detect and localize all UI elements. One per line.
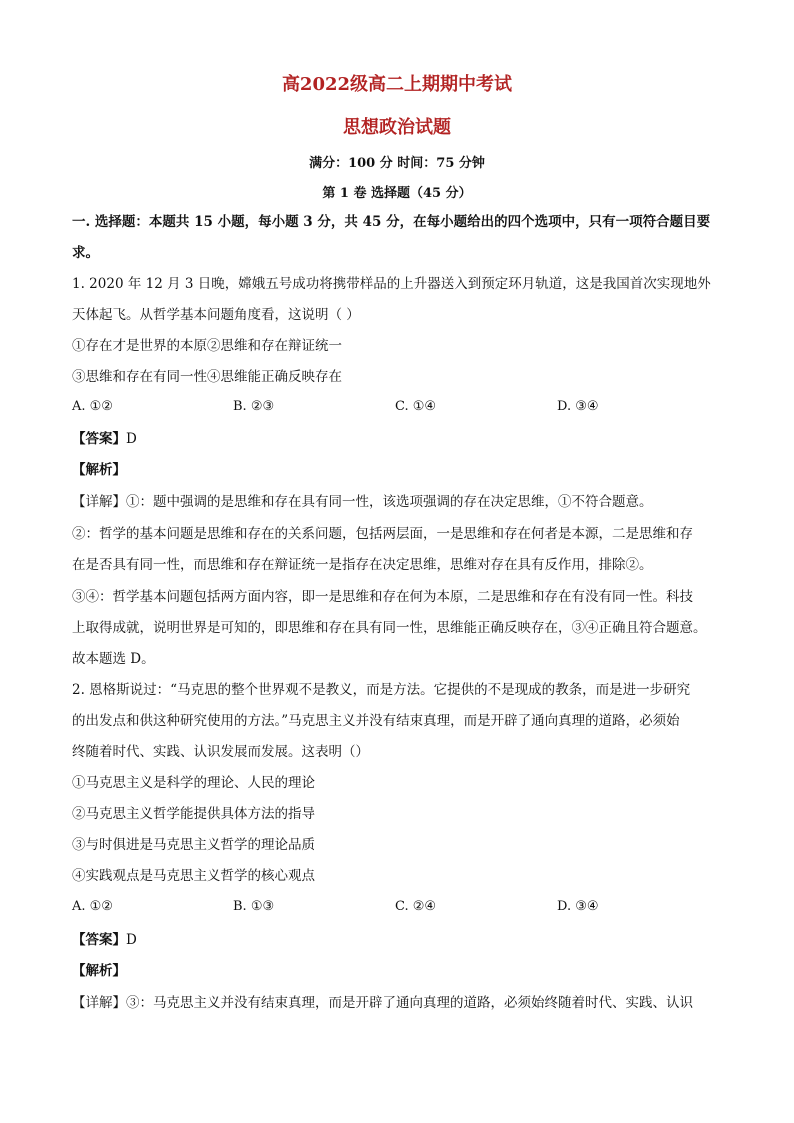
q1-option-b: B. ②③ [233,399,275,414]
q1-detail: ③④：哲学基本问题包括两方面内容，即一是思维和存在何为本原，二是思维和存在有没有同一性。科技 [72,589,693,605]
q1-analysis-label: 【解析】 [72,462,126,478]
q1-option-a: A. ①② [72,399,113,414]
exam-title: 高2022级高二上期期中考试 [281,74,513,95]
q1-option-d: D. ③④ [557,399,599,414]
intro-line: 求。 [72,245,99,261]
q2-option-b: B. ①③ [233,899,275,914]
q1-option-c: C. ①④ [395,399,437,414]
q1-detail: 上取得成就，说明世界是可知的，即思维和存在具有同一性，思维能正确反映存在，③④正确且符合题意。 [72,620,707,636]
intro-line: 一. 选择题：本题共 15 小题，每小题 3 分，共 45 分，在每小题给出的四个选项中，只有一项符合题目要 [72,214,711,230]
q1-stem: 天体起飞。从哲学基本问题角度看，这说明（ ） [72,307,360,323]
q2-item: ③与时俱进是马克思主义哲学的理论品质 [72,837,315,853]
answer-label: 【答案】 [72,431,126,447]
q2-option-a: A. ①② [72,899,113,914]
q1-detail: 在是否具有同一性，而思维和存在辩证统一是指存在决定思维，思维对存在具有反作用，排除②。 [72,557,653,573]
q2-stem: 2. 恩格斯说过：“马克思的整个世界观不是教义，而是方法。它提供的不是现成的教条，而是进一步研究 [72,682,691,698]
q2-option-c: C. ②④ [395,899,437,914]
q1-items: ①存在才是世界的本原②思维和存在辩证统一 [72,338,342,354]
q1-detail: 故本题选 D。 [72,651,155,667]
q1-items: ③思维和存在有同一性④思维能正确反映存在 [72,369,342,385]
answer-value: D [126,431,137,447]
q1-stem: 1. 2020 年 12 月 3 日晚，嫦娥五号成功将携带样品的上升器送入到预定环月轨道，这是我国首次实现地外 [72,276,711,292]
q2-item: ②马克思主义哲学能提供具体方法的指导 [72,806,315,822]
exam-subject: 思想政治试题 [343,117,451,138]
answer-value: D [126,932,137,948]
q2-answer [72,930,732,950]
q1-detail: 【详解】①：题中强调的是思维和存在具有同一性，该选项强调的存在决定思维，①不符合题意。 [72,494,653,510]
section-heading: 第 1 卷 选择题（45 分） [322,186,472,201]
q2-item: ④实践观点是马克思主义哲学的核心观点 [72,868,315,884]
q1-detail: ②：哲学的基本问题是思维和存在的关系问题，包括两层面，一是思维和存在何者是本源，二是思维和存 [72,526,693,542]
q2-analysis-label: 【解析】 [72,963,126,979]
q2-detail: 【详解】③：马克思主义并没有结束真理，而是开辟了通向真理的道路，必须始终随着时代、实践、认识 [72,995,693,1011]
q2-option-d: D. ③④ [557,899,599,914]
q2-stem: 终随着时代、实践、认识发展而发展。这表明（） [72,744,369,760]
answer-label: 【答案】 [72,932,126,948]
q2-stem: 的出发点和供这种研究使用的方法。”马克思主义并没有结束真理，而是开辟了通向真理的道路，必须始 [72,713,680,729]
q1-answer [72,429,732,449]
q2-item: ①马克思主义是科学的理论、人民的理论 [72,775,315,791]
score-time: 满分：100 分 时间：75 分钟 [309,156,485,171]
